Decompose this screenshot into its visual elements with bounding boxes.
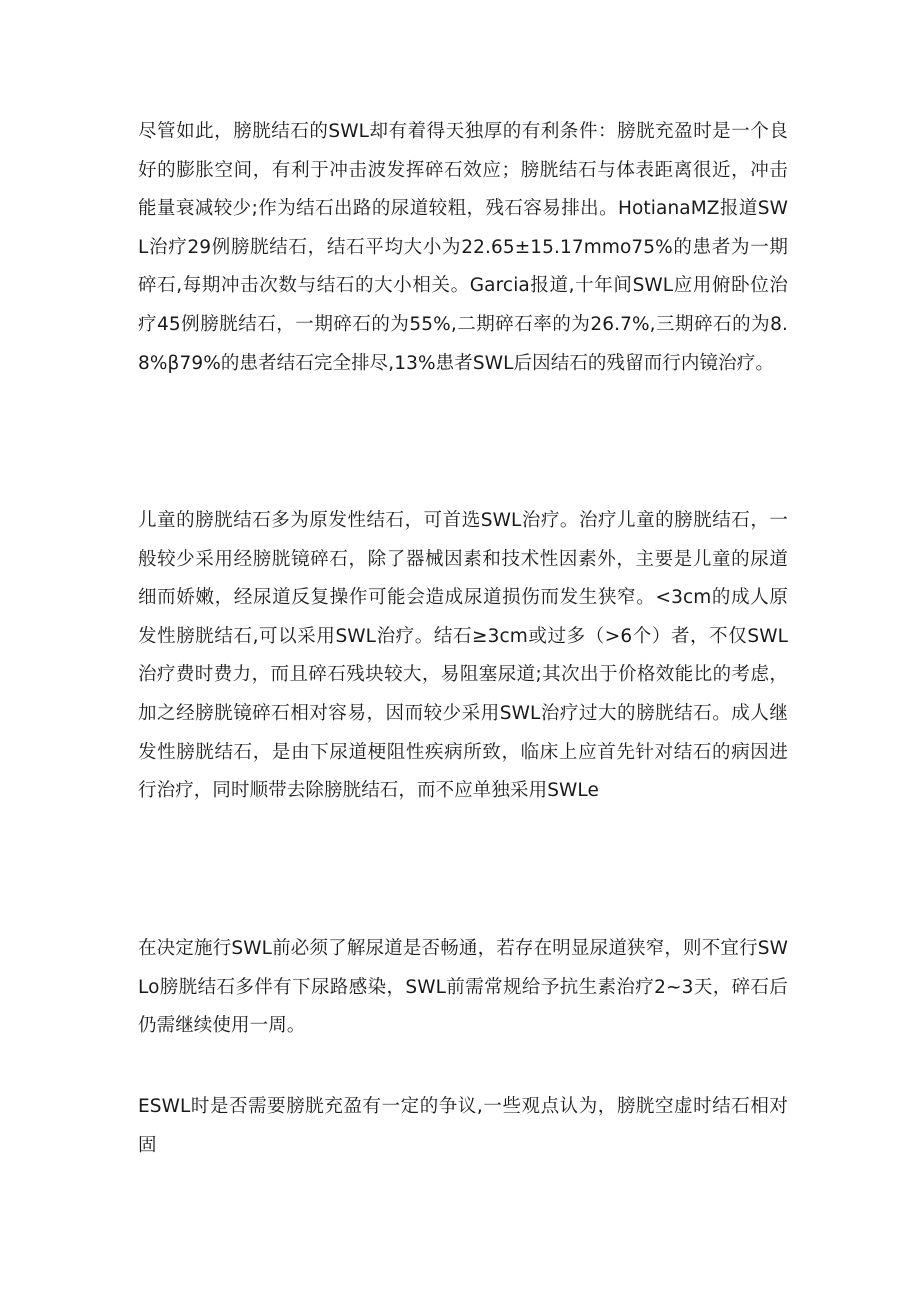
- paragraph-children-bladder-stones: 儿童的膀胱结石多为原发性结石，可首选SWL治疗。治疗儿童的膀胱结石，一般较少采用经膀胱镜碎石，除了器械因素和技术性因素外，主要是儿童的尿道细而娇嫩，经尿道反复操作可能会造成尿道损伤而发生狭窄。<3cm的成人原发性膀胱结石,可以采用SWL治疗。结石≥3cm或过多（>6个）者，不仅SWL治疗费时费力，而且碎石残块较大，易阻塞尿道;其次出于价格效能比的考虑，加之经膀胱镜碎石相对容易，因而较少采用SWL治疗过大的膀胱结石。成人继发性膀胱结石，是由下尿道梗阻性疾病所致，临床上应首先针对结石的病因进行治疗，同时顺带去除膀胱结石，而不应单独采用SWLe: [138, 510, 788, 802]
- paragraph-eswl-bladder-filling: ESWL时是否需要膀胱充盈有一定的争议,一些观点认为，膀胱空虚时结石相对固: [138, 1096, 788, 1156]
- paragraph-swl-advantages: 尽管如此，膀胱结石的SWL却有着得天独厚的有利条件：膀胱充盈时是一个良好的膨胀空间，有利于冲击波发挥碎石效应；膀胱结石与体表距离很近，冲击能量衰减较少;作为结石出路的尿道较粗，残石容易排出。HotianaMZ报道SWL治疗29例膀胱结石，结石平均大小为22.65±15.17mmo75%的患者为一期碎石,每期冲击次数与结石的大小相关。Garcia报道,十年间SWL应用俯卧位治疗45例膀胱结石，一期碎石的为55%,二期碎石率的为26.7%,三期碎石的为8.8%β79%的患者结石完全排尽,13%患者SWL后因结石的残留而行内镜治疗。: [138, 121, 788, 374]
- paragraph-swl-prerequisites: 在决定施行SWL前必须了解尿道是否畅通，若存在明显尿道狭窄，则不宜行SWLo膀胱结石多伴有下尿路感染，SWL前需常规给予抗生素治疗2~3天，碎石后仍需继续使用一周。: [138, 938, 788, 1037]
